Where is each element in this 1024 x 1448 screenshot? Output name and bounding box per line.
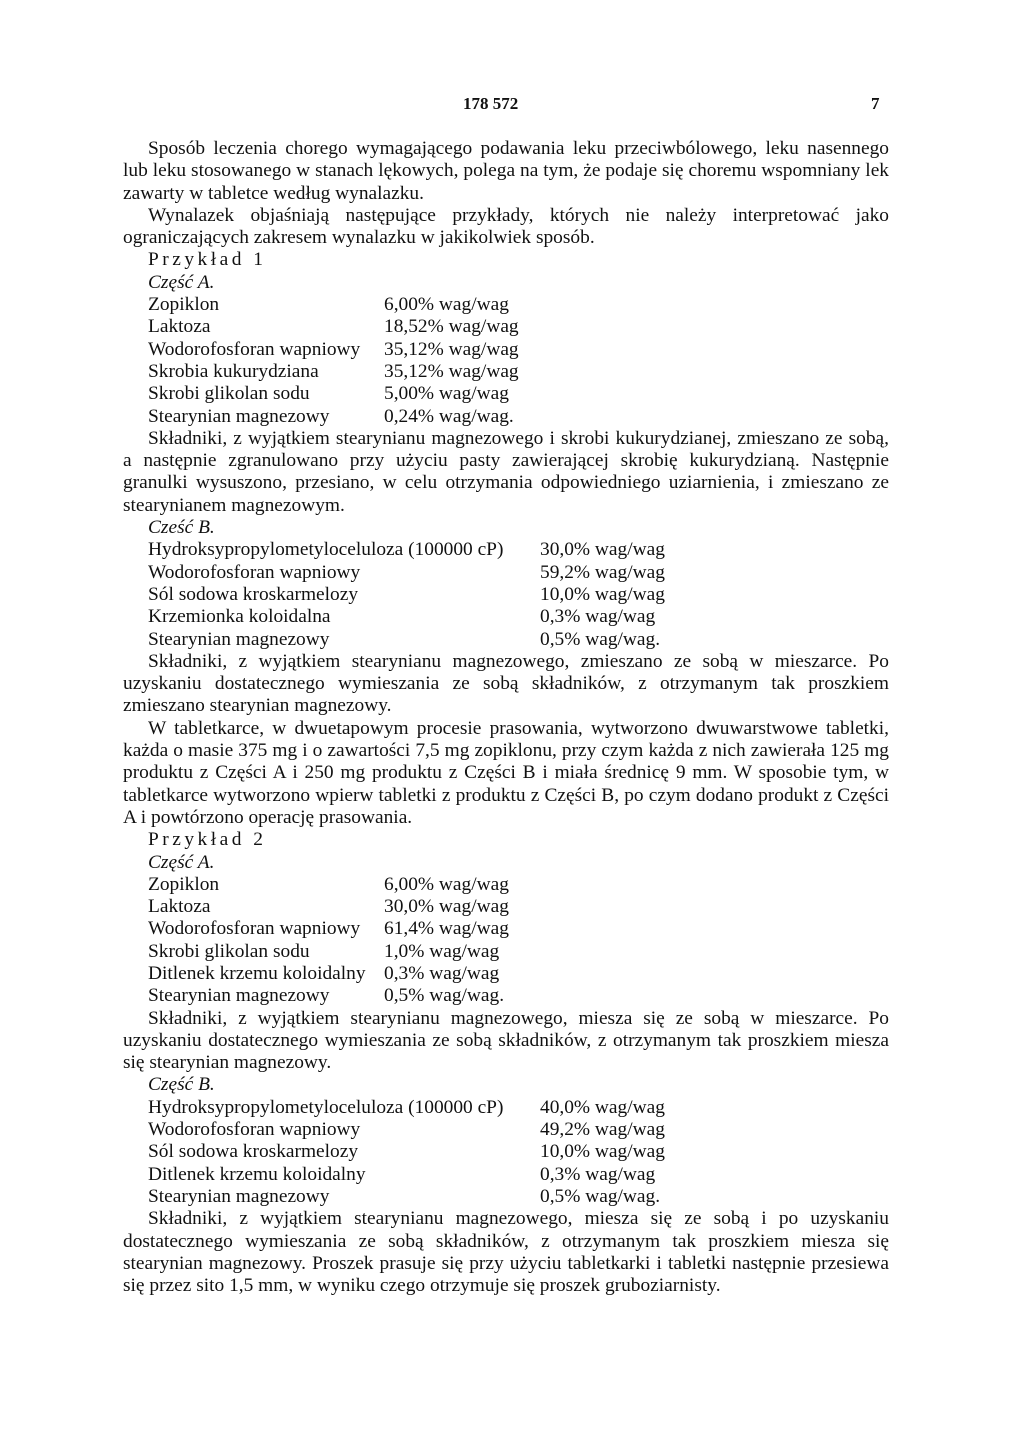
ingredient-row [123, 383, 889, 405]
ingredient-name: Ditlenek krzemu koloidalny [148, 1163, 366, 1185]
ingredient-row [123, 539, 889, 561]
ingredient-name: Zopiklon [148, 873, 220, 895]
ingredient-name: Skrobi glikolan sodu [148, 383, 310, 405]
example-2-part-b-label: Część B. [148, 1074, 215, 1096]
ingredient-amount: 40,0% wag/wag [540, 1096, 665, 1118]
ingredient-amount: 5,00% wag/wag [384, 383, 509, 405]
ingredient-amount: 61,4% wag/wag [384, 918, 509, 940]
ingredient-amount: 30,0% wag/wag [384, 896, 509, 918]
ingredient-name: Sól sodowa kroskarmelozy [148, 583, 359, 605]
ingredient-row [123, 941, 889, 963]
ingredient-amount: 0,3% wag/wag [384, 962, 500, 984]
ingredient-name: Stearynian magnezowy [148, 405, 330, 427]
ingredient-row [123, 361, 889, 383]
example-1-part-a-ingredients [123, 294, 889, 428]
ingredient-row [123, 629, 889, 651]
intro-paragraph-2: Wynalazek objaśniają następujące przykłady, których nie należy interpretować jako ograniczających zakresem wynalazku w jakikolwiek sposób. [123, 204, 889, 249]
ingredient-amount: 1,0% wag/wag [384, 940, 500, 962]
patent-number: 178 572 [463, 94, 519, 113]
ingredient-row [123, 1186, 889, 1208]
ingredient-amount: 18,52% wag/wag [384, 316, 519, 338]
ingredient-row [123, 985, 889, 1007]
ingredient-amount: 0,5% wag/wag. [540, 628, 661, 650]
ingredient-name: Laktoza [148, 896, 211, 918]
ingredient-name: Hydroksypropylometyloceluloza (100000 cP) [148, 539, 504, 561]
intro-paragraph: Sposób leczenia chorego wymagającego podawania leku przeciwbólowego, leku nasennego lub leku stosowanego w stanach lękowych, polega na tym, że podaje się choremu wspomniany lek zawarty w tabletce według wynalazku. [123, 138, 889, 204]
ingredient-name: Stearynian magnezowy [148, 628, 330, 650]
ingredient-row [123, 316, 889, 338]
example-1-tabletting-description: W tabletkarce, w dwuetapowym procesie prasowania, wytworzono dwuwarstwowe tabletki, każda o masie 375 mg i o zawartości 7,5 mg zopiklonu, przy czym każda z nich zawierała 125 mg produktu z Części A i 250 mg produktu z Części B i miała średnicę 9 mm. W sposobie tym, w tabletkarce wytworzono wpierw tabletki z produktu z Części B, po czym dodano produkt z Części A i powtórzono operację prasowania. [123, 717, 889, 828]
ingredient-amount: 0,3% wag/wag [540, 1163, 656, 1185]
ingredient-name: Skrobi glikolan sodu [148, 940, 310, 962]
example-2-part-a-description: Składniki, z wyjątkiem stearynianu magnezowego, miesza się ze sobą w mieszarce. Po uzyskaniu dostatecznego wymieszania ze sobą składników, z otrzymanym tak proszkiem miesza się stearynian magnezowy. [123, 1007, 889, 1074]
ingredient-row [123, 406, 889, 428]
example-1-part-b-ingredients [123, 539, 889, 650]
ingredient-row [123, 918, 889, 940]
example-2-part-b-description: Składniki, z wyjątkiem stearynianu magnezowego, miesza się ze sobą i po uzyskaniu dostatecznego wymieszania ze sobą składników, z otrzymanym tak proszkiem miesza się stearynian magnezowy. Proszek prasuje się przy użyciu tabletkarki i tabletki następnie przesiewa się przez sito 1,5 mm, w wyniku czego otrzymuje się proszek gruboziarnisty. [123, 1208, 889, 1297]
ingredient-row [123, 1097, 889, 1119]
example-1-heading: Przykład 1 [148, 249, 267, 271]
example-2-part-a-label: Część A. [148, 851, 215, 873]
ingredient-name: Ditlenek krzemu koloidalny [148, 962, 366, 984]
example-1-part-a-label: Część A. [148, 271, 215, 293]
ingredient-row [123, 874, 889, 896]
page-header [0, 94, 1024, 118]
ingredient-row [123, 294, 889, 316]
ingredient-row [123, 339, 889, 361]
document-body [123, 138, 889, 1297]
ingredient-amount: 59,2% wag/wag [540, 561, 665, 583]
ingredient-row [123, 963, 889, 985]
ingredient-name: Wodorofosforan wapniowy [148, 918, 361, 940]
ingredient-name: Krzemionka koloidalna [148, 606, 331, 628]
ingredient-name: Stearynian magnezowy [148, 985, 330, 1007]
ingredient-name: Wodorofosforan wapniowy [148, 561, 361, 583]
ingredient-name: Sól sodowa kroskarmelozy [148, 1141, 359, 1163]
page-number: 7 [871, 94, 880, 113]
example-1-part-b-label: Cześć B. [148, 517, 215, 539]
ingredient-amount: 35,12% wag/wag [384, 360, 519, 382]
ingredient-name: Stearynian magnezowy [148, 1185, 330, 1207]
ingredient-name: Wodorofosforan wapniowy [148, 1119, 361, 1141]
ingredient-amount: 10,0% wag/wag [540, 1141, 665, 1163]
example-2-heading: Przykład 2 [148, 829, 267, 851]
ingredient-row [123, 896, 889, 918]
ingredient-amount: 6,00% wag/wag [384, 294, 509, 316]
ingredient-name: Hydroksypropylometyloceluloza (100000 cP) [148, 1096, 504, 1118]
ingredient-row [123, 584, 889, 606]
ingredient-row [123, 1119, 889, 1141]
ingredient-row [123, 606, 889, 628]
ingredient-amount: 49,2% wag/wag [540, 1119, 665, 1141]
example-2-part-a-ingredients [123, 874, 889, 1008]
example-1-part-a-description: Składniki, z wyjątkiem stearynianu magnezowego i skrobi kukurydzianej, zmieszano ze sobą, a następnie zgranulowano przy użyciu pasty zawierającej skrobię kukurydzianą. Następnie granulki wysuszono, przesiano, w celu otrzymania odpowiedniego uziarnienia, i zmieszano ze stearynianem magnezowym. [123, 427, 889, 516]
ingredient-name: Zopiklon [148, 294, 220, 316]
ingredient-amount: 35,12% wag/wag [384, 338, 519, 360]
ingredient-amount: 0,3% wag/wag [540, 606, 656, 628]
ingredient-name: Wodorofosforan wapniowy [148, 338, 361, 360]
ingredient-amount: 30,0% wag/wag [540, 539, 665, 561]
example-1-part-b-description: Składniki, z wyjątkiem stearynianu magnezowego, zmieszano ze sobą w mieszarce. Po uzyskaniu dostatecznego wymieszania ze sobą składników, z otrzymanym tak proszkiem zmieszano stearynian magnezowy. [123, 650, 889, 717]
ingredient-row [123, 1164, 889, 1186]
ingredient-row [123, 562, 889, 584]
ingredient-amount: 6,00% wag/wag [384, 873, 509, 895]
ingredient-name: Laktoza [148, 316, 211, 338]
ingredient-amount: 10,0% wag/wag [540, 583, 665, 605]
ingredient-amount: 0,24% wag/wag. [384, 405, 514, 427]
example-2-part-b-ingredients [123, 1097, 889, 1208]
ingredient-amount: 0,5% wag/wag. [384, 985, 505, 1007]
ingredient-row [123, 1141, 889, 1163]
ingredient-amount: 0,5% wag/wag. [540, 1185, 661, 1207]
ingredient-name: Skrobia kukurydziana [148, 360, 319, 382]
